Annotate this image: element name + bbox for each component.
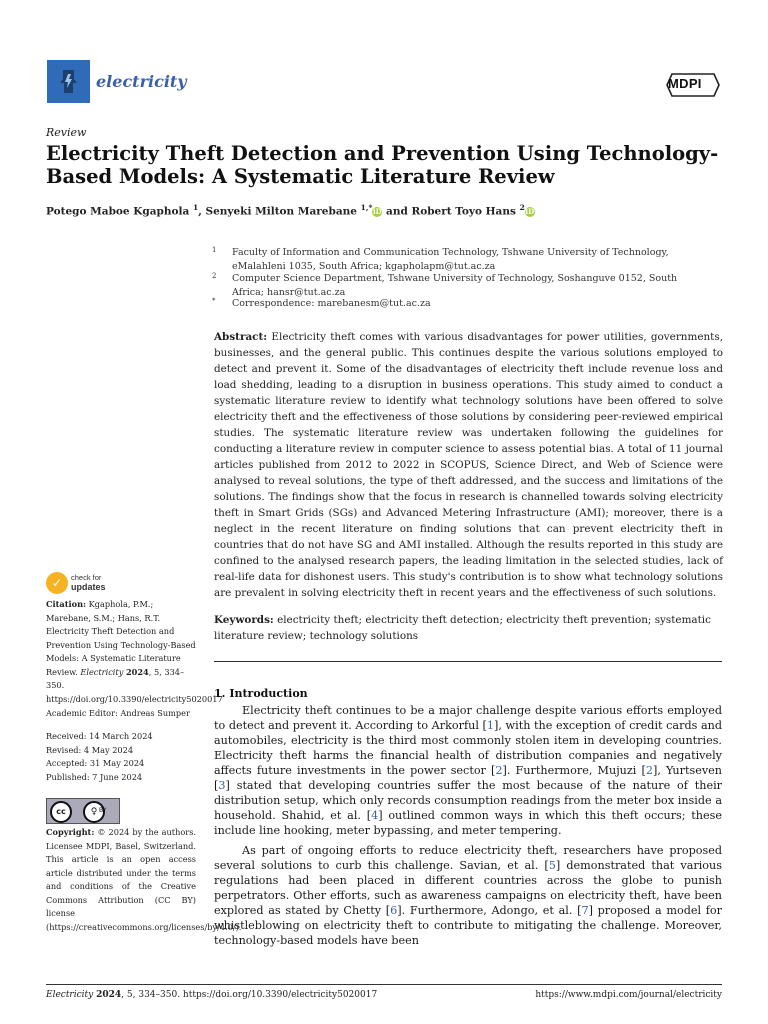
footer-year: 2024 [96,990,122,1000]
footer-citation [46,990,377,1000]
received-date: Received: 14 March 2024 [46,731,153,741]
reference-link[interactable]: 4 [371,809,379,822]
journal-name[interactable]: electricity [96,72,187,91]
journal-logo-icon [47,60,90,103]
reference-link[interactable]: 2 [645,764,653,777]
correspondence-text: Correspondence: marebanesm@tut.ac.za [232,298,431,309]
paragraph-text: ] outlined common ways in which this theft occurs; these include line hooking, meter bypassing, and meter tempering. [214,809,722,837]
abstract-text: Electricity theft comes with various disadvantages for power utilities, governments, businesses, and the general public. This continues despite the various solutions employed to detect and prevent it. Some of the disadvantages of electricity theft include revenue loss and load shedding, leading to a disruption in business operations. This study aimed to conduct a systematic literature review to identify what technology solutions have been offered to solve electricity theft and the effectiveness of those solutions by considering peer-reviewed empirical studies. The systematic literature review was undertaken following the guidelines for conducting a literature review in computer science to assess potential bias. A total of 11 journal articles published from 2012 to 2022 in SCOPUS, Science Direct, and Web of Science were analysed to reveal solutions, the type of theft addressed, and the success and limitations of the solutions. The findings show that the focus in research is channelled towards solving electricity theft in Smart Grids (SGs) and Advanced Metering Infrastructure (AMI); moreover, there is a neglect in the recent literature on finding solutions that can prevent electricity theft in countries that do not have SG and AMI installed. Although the results reported in this study are confined to the analysed research papers, the leading limitation in the selected studies, lack of real-life data for dishonest users. This study's contribution is to show what technology solutions are prevalent in solving electricity theft in recent years and the effectiveness of such solutions. [214,331,723,599]
copyright-label: Copyright: [46,827,95,837]
reference-link[interactable]: 1 [486,719,495,732]
by-label: BY [99,807,107,814]
footer-doi[interactable]: , 5, 334–350. https://doi.org/10.3390/electricity5020017 [121,990,378,1000]
academic-editor: Academic Editor: Andreas Sumper [46,708,190,718]
paragraph-text: Electricity theft continues to be a major challenge despite various efforts employed to detect and prevent it. According to Arkorful [ [214,704,722,732]
reference-link[interactable]: 5 [548,859,556,872]
article-type: Review [46,126,87,139]
paragraph-text: ], with the exception of credit cards and automobiles, electricity is the third most commonly stolen item in developing countries. Electricity theft harms the financial health of distribution companies and negatively affects future investments in the power sector [ [214,719,722,777]
paragraph-text: ] demonstrated that various regulations had been placed in different countries across the globe to punish perpetrators. Other efforts, such as awareness campaigns on electricity theft, have been explored as stated by Chetty [ [214,859,722,917]
check-for-updates-label[interactable]: updates [71,582,106,592]
orcid-icon[interactable]: iD [525,206,535,216]
copyright [46,826,242,934]
citation-year: 2024 [125,666,149,677]
abstract [214,329,723,601]
paragraph-text: ], Yurtseven [ [214,764,722,792]
attribution-icon: ♀ [83,801,105,823]
author-separator: and [382,205,412,218]
citation [46,598,223,706]
section-heading: 1. Introduction [214,687,308,700]
check-for-updates-label[interactable]: check for [71,573,102,582]
affiliation-mark: * [212,297,216,305]
paragraph-text: As part of ongoing efforts to reduce electricity theft, researchers have proposed several solutions to curb this challenge. Savian, et al. [ [214,844,722,872]
creative-commons-icon: cc [50,801,72,823]
abstract-label: Abstract: [214,331,268,343]
keywords-label: Keywords: [214,614,274,626]
author-list [46,203,535,218]
author-affiliation-mark: 1 [192,203,199,212]
affiliation-mark: 2 [212,272,217,280]
affiliation [214,246,702,274]
intro-paragraph-2 [214,843,722,948]
article-title: Electricity Theft Detection and Prevention Using Technology-Based Models: A Systematic Literature Review [46,142,719,188]
keywords-text: electricity theft; electricity theft detection; electricity theft prevention; systematic literature review; technology solutions [214,614,711,642]
affiliation-text: Faculty of Information and Communication Technology, Tshwane University of Technology, eMalahleni 1035, South Africa; kgapholapm@tut.ac.za [232,247,669,272]
published-date: Published: 7 June 2024 [46,771,143,782]
author-name: Robert Toyo Hans [411,205,516,218]
footer-journal-url[interactable]: https://www.mdpi.com/journal/electricity [535,990,722,1000]
reference-link[interactable]: 7 [581,904,589,917]
author-name: Potego Maboe Kgaphola [46,205,190,218]
author-name: Senyeki Milton Marebane [205,205,357,218]
citation-text: Kgaphola, P.M.; Marebane, S.M.; Hans, R.T. Electricity Theft Detection and Prevention Using Technology-Based Models: A Systematic Literature Review. [46,599,196,677]
citation-journal: Electricity [80,666,124,677]
keywords [214,612,723,644]
mdpi-logo-text: MDPI [668,76,702,91]
citation-rest[interactable]: , 5, 334–350. https://doi.org/10.3390/electricity5020017 [46,666,223,704]
affiliation [214,272,702,300]
orcid-icon[interactable]: iD [373,206,382,216]
check-for-updates-icon[interactable]: ✓ [46,572,68,594]
paragraph-text: ] stated that developing countries suffer the most because of the nature of their distribution setup, which only records consumption readings from the meter box inside a household. Shahid, et al. [ [214,779,722,822]
publication-dates [46,730,196,784]
author-separator: , [198,205,206,218]
footer-journal: Electricity [46,990,94,1000]
section-divider [214,661,722,662]
reference-link[interactable]: 3 [218,779,226,792]
correspondence [214,297,702,311]
reference-link[interactable]: 6 [390,904,398,917]
author-affiliation-mark: 1,* [360,203,373,212]
paragraph-text: ] proposed a model for whistleblowing on electricity theft to contribute to mitigating the challenge. Moreover, technology-based models have been [214,904,722,947]
intro-paragraph-1 [214,703,722,838]
accepted-date: Accepted: 31 May 2024 [46,758,145,768]
revised-date: Revised: 4 May 2024 [46,744,134,755]
citation-label: Citation: [46,599,87,609]
affiliation-text: Computer Science Department, Tshwane University of Technology, Soshanguve 0152, South Africa; hansr@tut.ac.za [232,273,678,298]
cc-by-license-badge[interactable] [46,798,120,824]
copyright-text: © 2024 by the authors. Licensee MDPI, Basel, Switzerland. This article is an open access article distributed under the terms and conditions of the Creative Commons Attribution (CC BY) license (https://creativecommons.org/licenses/by/4.0/). [46,827,242,932]
paragraph-text: ]. Furthermore, Adongo, et al. [ [397,904,582,917]
footer-divider [46,984,722,985]
author-affiliation-mark: 2 [519,203,525,212]
reference-link[interactable]: 2 [495,764,503,777]
affiliation-mark: 1 [212,246,217,254]
paragraph-text: ]. Furthermore, Mujuzi [ [502,764,646,777]
